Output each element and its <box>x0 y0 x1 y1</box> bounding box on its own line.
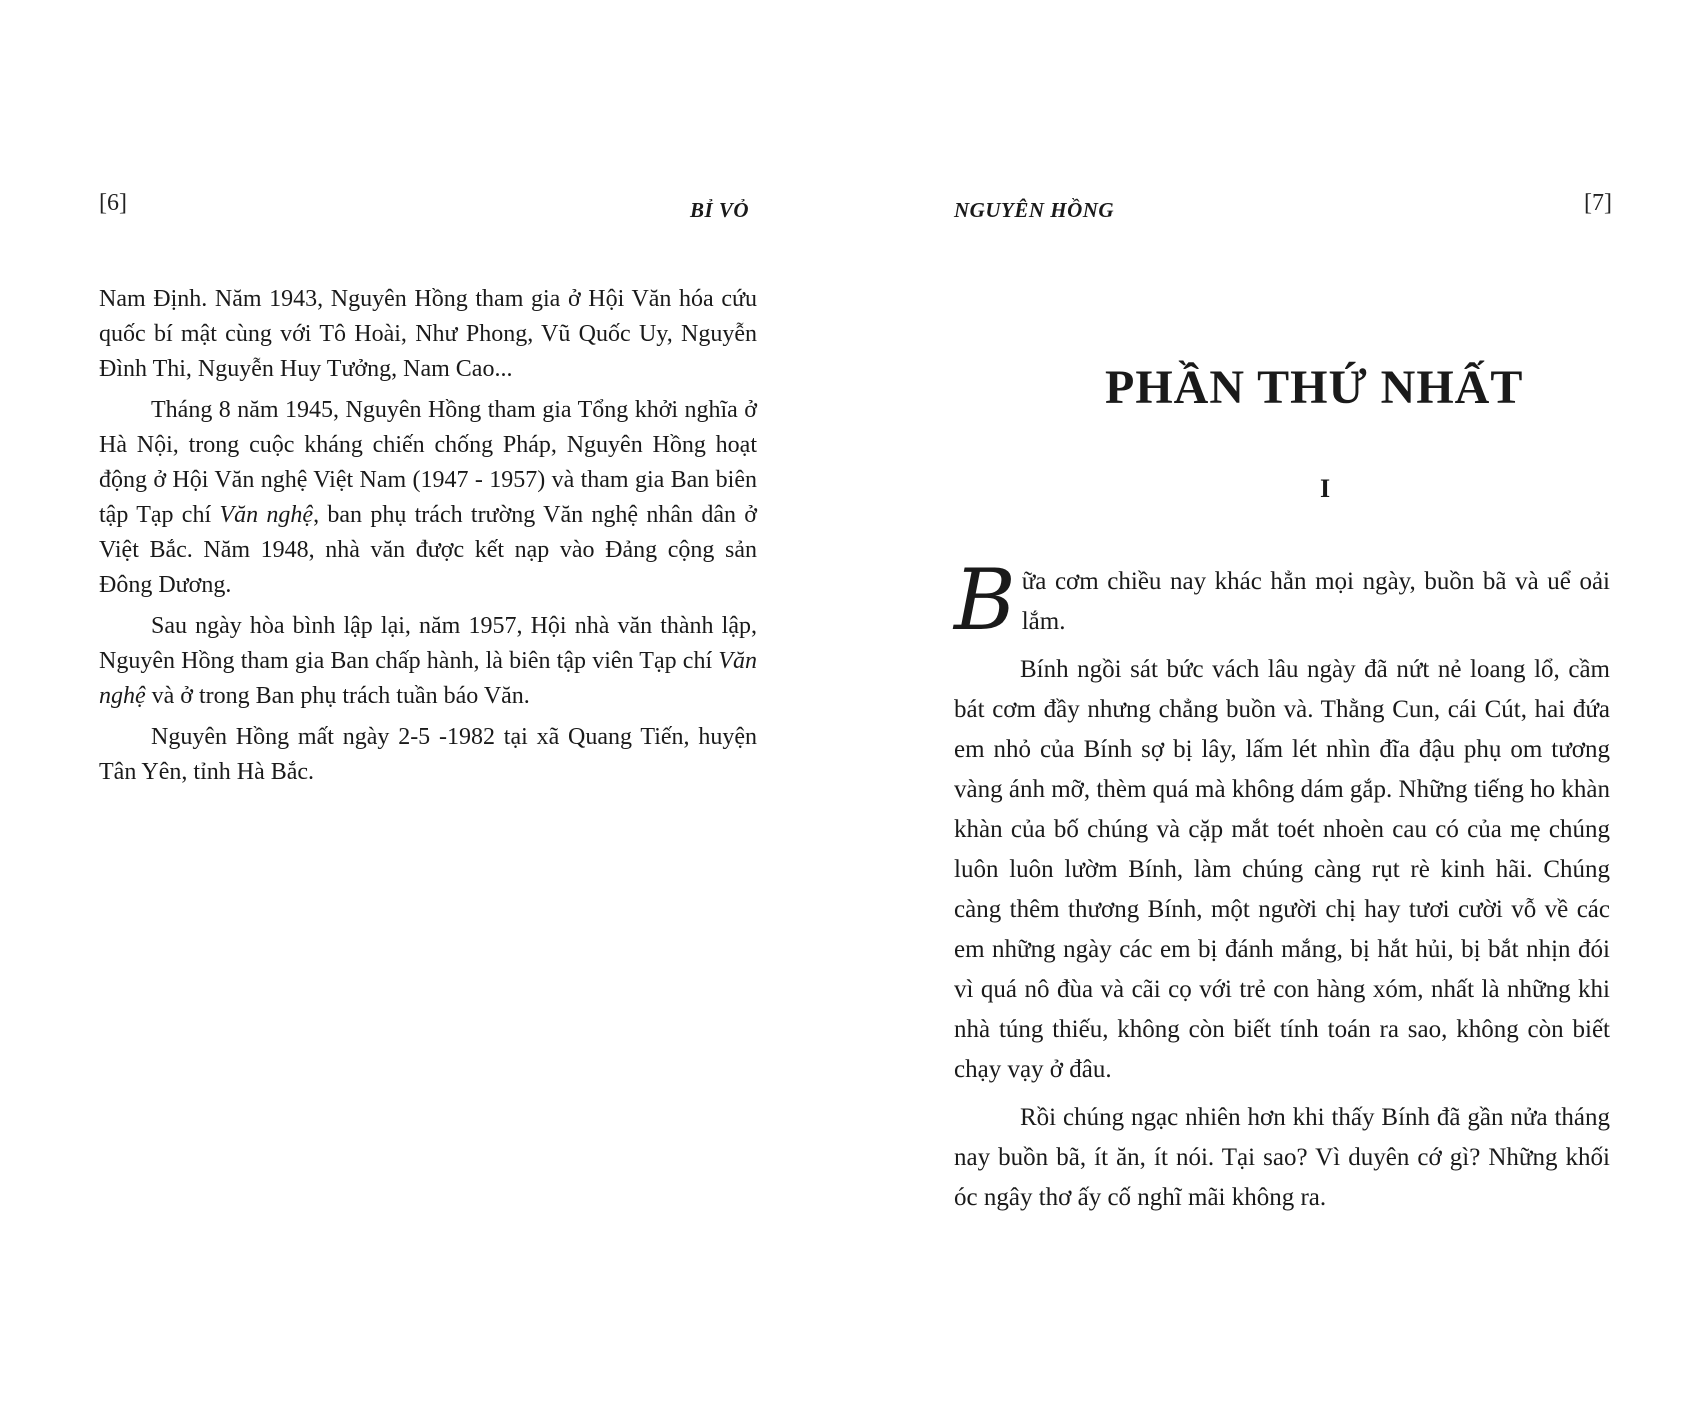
right-paragraph-3: Rồi chúng ngạc nhiên hơn khi thấy Bính đã gần nửa tháng nay buồn bã, ít ăn, ít nói. Tại sao? Vì duyên cớ gì? Những khối óc ngây thơ ấy cố nghĩ mãi không ra. <box>954 1104 1610 1211</box>
right-paragraph-2: Bính ngồi sát bức vách lâu ngày đã nứt nẻ loang lổ, cầm bát cơm đầy nhưng chẳng buồn và. Thằng Cun, cái Cút, hai đứa em nhỏ của Bính sợ bị lây, lấm lét nhìn đĩa đậu phụ om tương vàng ánh mỡ, thèm quá mà không dám gắp. Những tiếng ho khàn khàn của bố chúng và cặp mắt toét nhoèn cau có của mẹ chúng luôn luôn lườm Bính, làm chúng càng rụt rè kinh hãi. Chúng càng thêm thương Bính, một người chị hay tươi cười vỗ về các em những ngày các em bị đánh mắng, bị hắt hủi, bị bắt nhịn đói vì quá nô đùa và cãi cọ với trẻ con hàng xóm, nhất là những khi nhà túng thiếu, không còn biết tính toán ra sao, không còn biết chạy vạy ở đâu. <box>954 656 1610 1083</box>
right-body-text <box>954 551 1610 1226</box>
left-paragraph-2-text-b: , ban phụ trách trường Văn nghệ nhân dân ở Việt Bắc. Năm 1948, nhà văn được kết nạp vào Đảng cộng sản Đông Dương. <box>99 502 757 598</box>
right-paragraph-1 <box>954 551 1610 649</box>
left-paragraph-2-italic: Văn nghệ <box>219 502 314 528</box>
left-paragraph-4: Nguyên Hồng mất ngày 2-5 -1982 tại xã Quang Tiến, huyện Tân Yên, tỉnh Hà Bắc. <box>99 724 757 785</box>
right-paragraph-1-text: ữa cơm chiều nay khác hẳn mọi ngày, buồn bã và uể oải lắm. <box>1021 568 1610 635</box>
left-body-text <box>99 282 757 796</box>
left-paragraph-3-italic: Văn nghệ <box>99 648 757 709</box>
left-paragraph-3-text-b: và ở trong Ban phụ trách tuần báo Văn. <box>145 683 530 709</box>
left-paragraph-2-text-a: Tháng 8 năm 1945, Nguyên Hồng tham gia Tổng khởi nghĩa ở Hà Nội, trong cuộc kháng chiến chống Pháp, Nguyên Hồng hoạt động ở Hội Văn nghệ Việt Nam (1947 - 1957) và tham gia Ban biên tập Tạp chí <box>99 397 757 528</box>
right-running-head: NGUYÊN HỒNG <box>954 198 1115 222</box>
left-paragraph-2 <box>99 393 757 603</box>
left-paragraph-1: Nam Định. Năm 1943, Nguyên Hồng tham gia ở Hội Văn hóa cứu quốc bí mật cùng với Tô Hoài, Như Phong, Vũ Quốc Uy, Nguyễn Đình Thi, Nguyễn Huy Tưởng, Nam Cao... <box>99 286 757 382</box>
left-paragraph-3-text-a: Sau ngày hòa bình lập lại, năm 1957, Hội nhà văn thành lập, Nguyên Hồng tham gia Ban chấp hành, là biên tập viên Tạp chí <box>99 613 757 674</box>
right-page-number: [7] <box>1584 190 1612 216</box>
drop-cap: B <box>954 551 1016 649</box>
right-page <box>850 0 1700 1409</box>
left-page-number: [6] <box>99 190 127 216</box>
left-paragraph-3 <box>99 609 757 714</box>
part-title: PHẦN THỨ NHẤT <box>1105 361 1524 414</box>
left-running-head: BỈ VỎ <box>690 198 750 222</box>
chapter-number: I <box>1320 474 1331 503</box>
